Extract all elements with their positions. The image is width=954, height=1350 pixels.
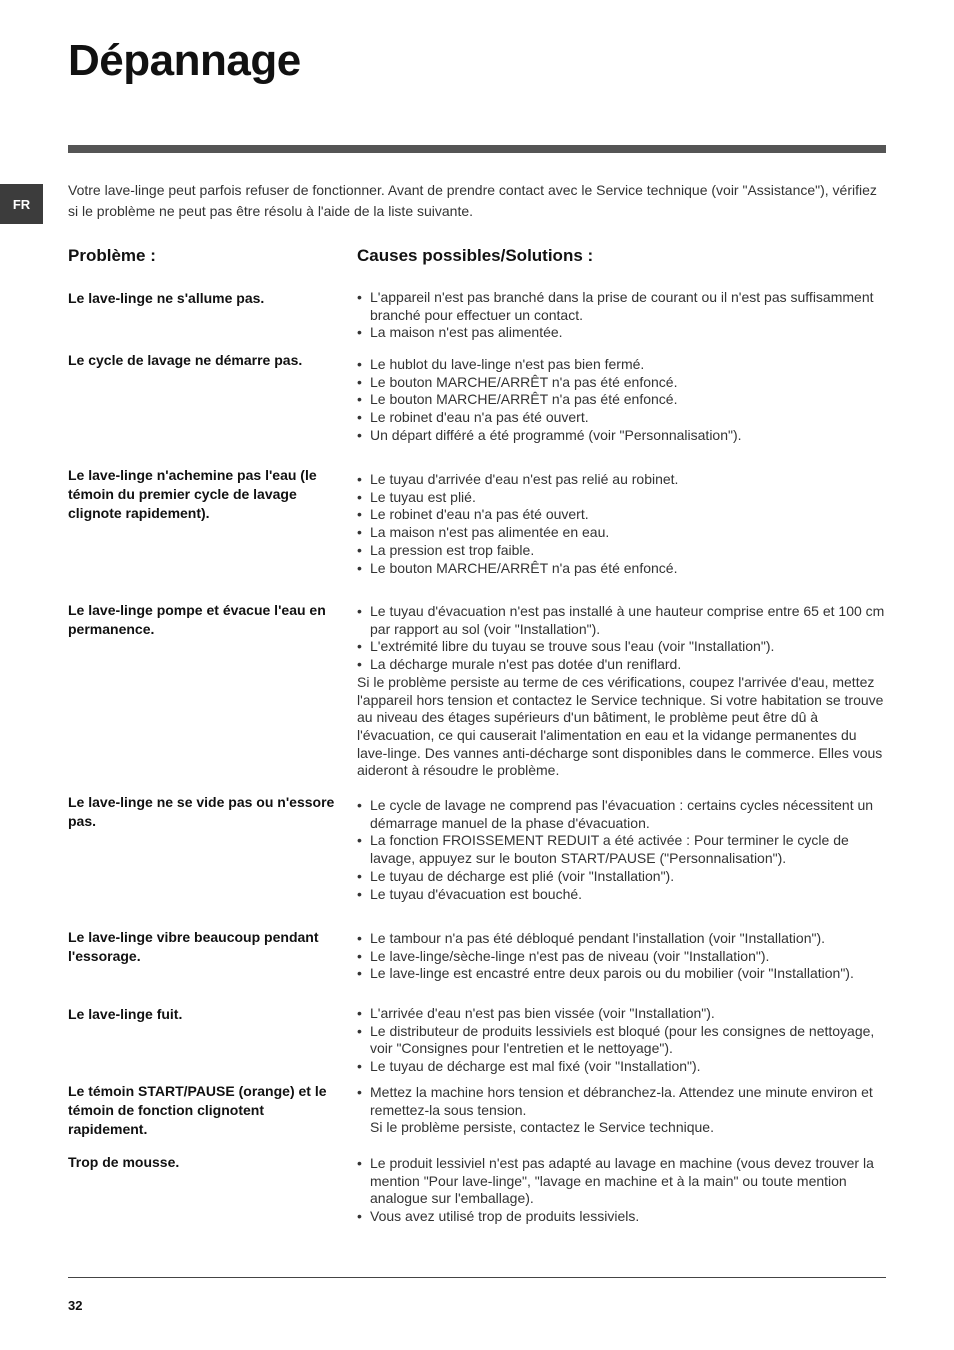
problem-text: Le lave-linge ne s'allume pas. — [68, 290, 265, 306]
cause-item: • La maison n'est pas alimentée en eau. — [357, 524, 610, 541]
bullet-icon: • — [357, 356, 362, 372]
cause-item: • Le tuyau est plié. — [357, 488, 476, 505]
cause-item: • Le tambour n'a pas été débloqué pendant l'installation (voir "Installation"). — [357, 930, 826, 946]
cause-item: • Le tuyau d'évacuation n'est pas installé à une hauteur comprise entre 65 et 100 cm par rapport au sol (voir "Installation"). — [357, 603, 885, 637]
causes-list — [357, 1155, 886, 1226]
causes-column-heading: Causes possibles/Solutions : — [357, 246, 594, 265]
bullet-icon: • — [357, 373, 362, 390]
bullet-icon: • — [357, 409, 362, 426]
cause-item: • Mettez la machine hors tension et débranchez-la. Attendez une minute environ et remettez-la sous tension. — [357, 1084, 873, 1118]
bullet-icon: • — [357, 885, 362, 902]
bullet-icon: • — [357, 524, 362, 541]
cause-item: • Le produit lessiviel n'est pas adapté au lavage en machine (vous devez trouver la mention "Pour lave-linge", "lavage en machine et à la main" ou toute mention analogue sur l'emballage). — [357, 1155, 874, 1207]
bullet-icon: • — [357, 426, 362, 443]
bullet-icon: • — [357, 1084, 362, 1100]
bullet-icon: • — [357, 324, 362, 341]
cause-item: • L'arrivée d'eau n'est pas bien vissée (voir "Installation"). — [357, 1005, 715, 1021]
bullet-icon: • — [357, 965, 362, 982]
cause-item: • Le tuyau de décharge est mal fixé (voir "Installation"). — [357, 1058, 701, 1075]
problem-text: Le cycle de lavage ne démarre pas. — [68, 352, 303, 368]
problem-text: Le lave-linge fuit. — [68, 1006, 183, 1022]
causes-list — [357, 289, 886, 342]
title-divider — [68, 145, 886, 153]
cause-item: • Le bouton MARCHE/ARRÊT n'a pas été enfoncé. — [357, 559, 678, 576]
page-title: Dépannage — [68, 36, 301, 85]
bullet-icon: • — [357, 656, 362, 673]
problem-text: Le témoin START/PAUSE (orange) et le témoin de fonction clignotent rapidement. — [68, 1083, 327, 1137]
causes-list — [357, 356, 886, 445]
cause-item: • L'appareil n'est pas branché dans la prise de courant ou il n'est pas suffisamment branché pour effectuer un contact. — [357, 289, 874, 323]
problem-text: Trop de mousse. — [68, 1154, 180, 1170]
bullet-icon: • — [357, 488, 362, 505]
bullet-icon: • — [357, 638, 362, 655]
cause-item: • Le robinet d'eau n'a pas été ouvert. — [357, 506, 589, 523]
cause-item: • La décharge murale n'est pas dotée d'un reniflard. — [357, 656, 682, 673]
cause-item: • Le bouton MARCHE/ARRÊT n'a pas été enfoncé. — [357, 373, 678, 390]
cause-item: • Vous avez utilisé trop de produits lessiviels. — [357, 1208, 640, 1225]
bullet-icon: • — [357, 603, 362, 619]
causes-list — [357, 1005, 886, 1076]
cause-item: • Le tuyau de décharge est plié (voir "Installation"). — [357, 867, 675, 884]
bullet-icon: • — [357, 930, 362, 946]
bullet-icon: • — [357, 1022, 362, 1039]
causes-list — [357, 930, 886, 983]
intro-paragraph: Votre lave-linge peut parfois refuser de fonctionner. Avant de prendre contact avec le Service technique (voir "Assistance"), vérifiez si le problème ne peut pas être résolu à l'aide de la liste suivante. — [68, 182, 877, 219]
cause-item: • Le bouton MARCHE/ARRÊT n'a pas été enfoncé. — [357, 391, 678, 408]
bullet-icon: • — [357, 506, 362, 523]
cause-item: • Le hublot du lave-linge n'est pas bien fermé. — [357, 356, 645, 372]
bullet-icon: • — [357, 289, 362, 305]
cause-item: • La maison n'est pas alimentée. — [357, 324, 563, 341]
cause-item: • Un départ différé a été programmé (voir "Personnalisation"). — [357, 426, 742, 443]
bullet-icon: • — [357, 471, 362, 487]
bullet-icon: • — [357, 1058, 362, 1075]
cause-item: • Le robinet d'eau n'a pas été ouvert. — [357, 409, 589, 426]
problem-text: Le lave-linge n'achemine pas l'eau (le témoin du premier cycle de lavage clignote rapidement). — [68, 467, 317, 521]
bullet-icon: • — [357, 391, 362, 408]
bullet-icon: • — [357, 541, 362, 558]
cause-item: • Le lave-linge est encastré entre deux parois ou du mobilier (voir "Installation"). — [357, 965, 854, 982]
cause-item: • Le tuyau d'arrivée d'eau n'est pas relié au robinet. — [357, 471, 679, 487]
cause-item: • Le cycle de lavage ne comprend pas l'évacuation : certains cycles nécessitent un démarrage manuel de la phase d'évacuation. — [357, 797, 874, 831]
bullet-icon: • — [357, 1208, 362, 1225]
cause-item: • L'extrémité libre du tuyau se trouve sous l'eau (voir "Installation"). — [357, 638, 775, 655]
bullet-icon: • — [357, 832, 362, 849]
cause-item: • Le tuyau d'évacuation est bouché. — [357, 885, 583, 902]
cause-item: • La pression est trop faible. — [357, 541, 535, 558]
bullet-icon: • — [357, 559, 362, 576]
problem-text: Le lave-linge vibre beaucoup pendant l'essorage. — [68, 929, 319, 964]
problem-text: Le lave-linge ne se vide pas ou n'essore pas. — [68, 794, 335, 829]
bullet-icon: • — [357, 1005, 362, 1021]
bullet-icon: • — [357, 797, 362, 813]
page-number: 32 — [68, 1298, 83, 1313]
causes-list — [357, 1084, 886, 1137]
bullet-icon: • — [357, 947, 362, 964]
language-tab: FR — [0, 184, 43, 224]
problem-text: Le lave-linge pompe et évacue l'eau en permanence. — [68, 602, 326, 637]
causes-list — [357, 603, 886, 780]
additional-note: Si le problème persiste, contactez le Service technique. — [370, 1119, 714, 1136]
causes-list — [357, 797, 886, 903]
problem-column-heading: Problème : — [68, 246, 156, 265]
bullet-icon: • — [357, 1155, 362, 1171]
cause-item: • Le distributeur de produits lessiviels est bloqué (pour les consignes de nettoyage, voir "Consignes pour l'entretien et le nettoyage"). — [357, 1022, 875, 1057]
footer-divider — [68, 1277, 886, 1278]
bullet-icon: • — [357, 867, 362, 884]
additional-note: Si le problème persiste au terme de ces vérifications, coupez l'arrivée d'eau, mettez l'appareil hors tension et contactez le Service technique. Si votre habitation se trouve au niveau des étages supérieurs d'un bâtiment, le problème peut être dû à l'évacuation, ce qui causerait l'alimentation en eau et la vidange permanentes du lave-linge. Des vannes anti-décharge sont disponibles dans le commerce. Elles vous aideront à résoudre le problème. — [357, 673, 884, 779]
cause-item: • La fonction FROISSEMENT REDUIT a été activée : Pour terminer le cycle de lavage, appuyez sur le bouton START/PAUSE ("Personnalisation"). — [357, 832, 849, 867]
cause-item: • Le lave-linge/sèche-linge n'est pas de niveau (voir "Installation"). — [357, 947, 770, 964]
causes-list — [357, 471, 886, 577]
